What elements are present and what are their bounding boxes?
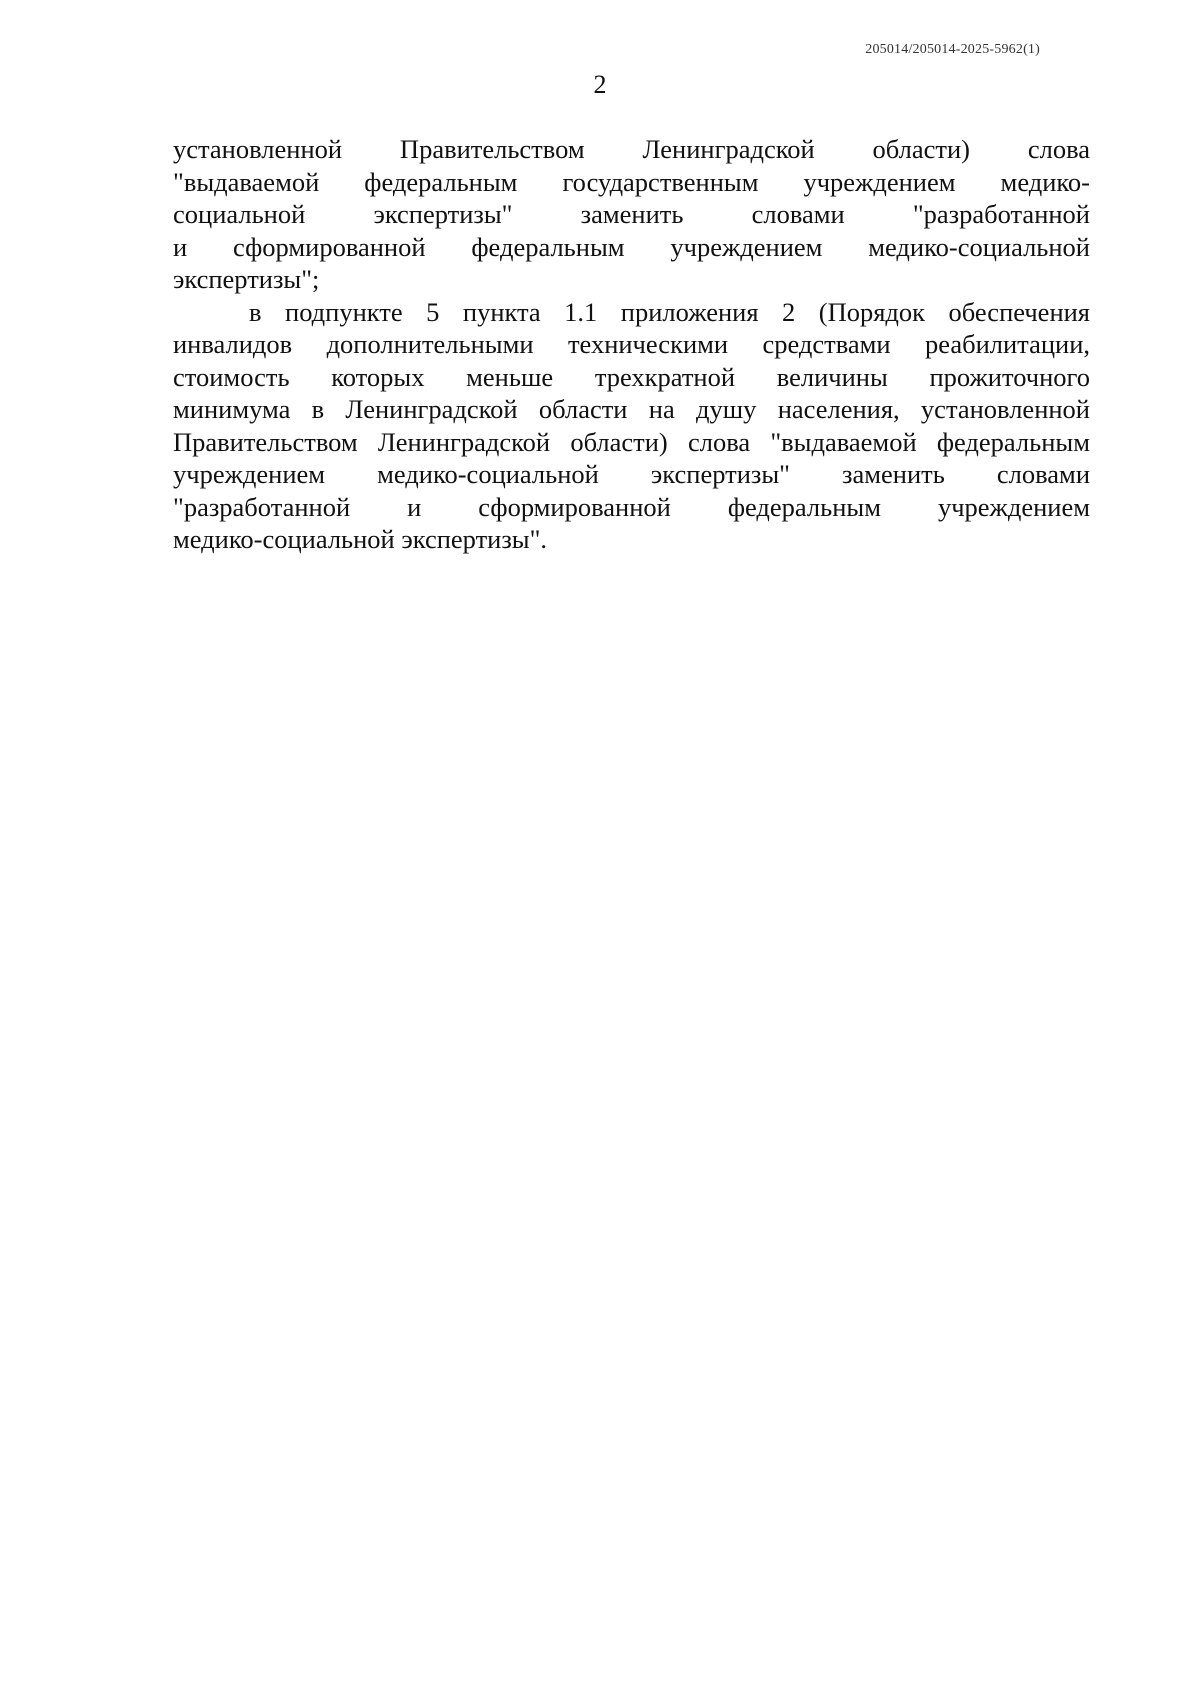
paragraph-line: стоимость которых меньше трехкратной величины прожиточного [173, 361, 1090, 392]
paragraph-2 [173, 296, 1090, 556]
document-body [173, 133, 1090, 556]
paragraph-line: медико-социальной экспертизы". [173, 524, 548, 554]
paragraph-line: инвалидов дополнительными техническими средствами реабилитации, [173, 329, 1090, 359]
page-number: 2 [593, 70, 607, 99]
paragraph-line: учреждением медико-социальной экспертизы" заменить словами [173, 459, 1090, 489]
paragraph-1 [173, 133, 1090, 296]
paragraph-line: в подпункте 5 пункта 1.1 приложения 2 (Порядок обеспечения [249, 296, 1090, 327]
paragraph-line: "разработанной и сформированной федеральным учреждением [173, 491, 1090, 522]
document-id: 205014/205014-2025-5962(1) [865, 42, 1040, 57]
paragraph-line: и сформированной федеральным учреждением медико-социальной [173, 231, 1090, 262]
paragraph-line: социальной экспертизы" заменить словами "разработанной [173, 199, 1090, 229]
paragraph-line: установленной Правительством Ленинградской области) слова [173, 134, 1090, 164]
paragraph-line: минимума в Ленинградской области на душу населения, установленной [173, 394, 1090, 424]
paragraph-line: экспертизы"; [173, 264, 320, 294]
paragraph-line: "выдаваемой федеральным государственным учреждением медико- [173, 166, 1090, 197]
paragraph-line: Правительством Ленинградской области) слова "выдаваемой федеральным [173, 426, 1090, 457]
